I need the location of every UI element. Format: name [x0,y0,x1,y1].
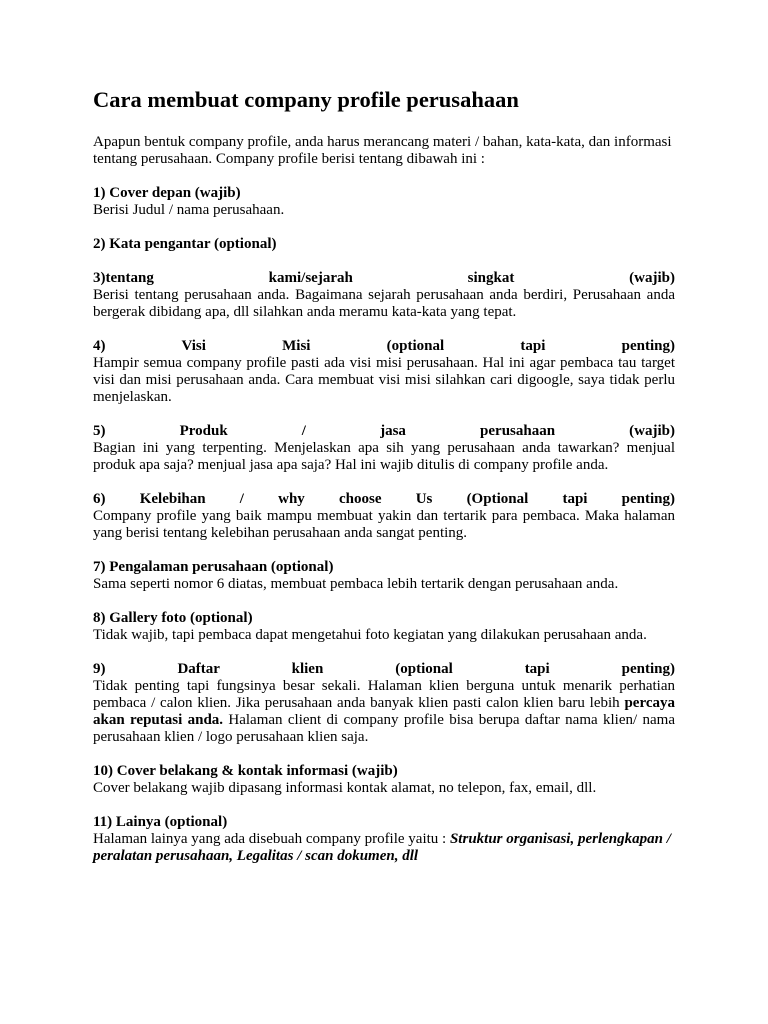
section-body: Bagian ini yang terpenting. Menjelaskan apa sih yang perusahaan anda tawarkan? menjual produk apa saja? menjual jasa apa saja? Hal ini wajib ditulis di company profile anda. [93,440,675,473]
section-heading: 1) Cover depan (wajib) [93,185,241,201]
section-heading: 6) Kelebihan / why choose Us (Optional tapi penting) [93,491,675,507]
section-kelebihan [93,491,675,542]
body-bold-text: percaya akan reputasi anda. [93,695,675,728]
section-tentang-kami [93,270,675,321]
section-heading: 8) Gallery foto (optional) [93,610,253,626]
section-body: Berisi Judul / nama perusahaan. [93,202,285,218]
section-heading: 4) Visi Misi (optional tapi penting) [93,338,675,354]
body-text: Halaman client di company profile bisa berupa daftar nama klien/ nama perusahaan klien / logo perusahaan klien saja. [93,712,675,745]
section-heading: 7) Pengalaman perusahaan (optional) [93,559,334,575]
section-heading: 2) Kata pengantar (optional) [93,236,277,252]
section-kata-pengantar [93,236,675,253]
section-heading: 5) Produk / jasa perusahaan (wajib) [93,423,675,439]
section-body: Cover belakang wajib dipasang informasi kontak alamat, no telepon, fax, email, dll. [93,780,597,796]
page-title: Cara membuat company profile perusahaan [93,87,519,112]
section-body [93,678,675,746]
body-text: Tidak penting tapi fungsinya besar sekali. Halaman klien berguna untuk menarik perhatian pembaca / calon klien. Jika perusahaan anda banyak klien pasti calon klien baru lebih [93,678,675,711]
section-body: Company profile yang baik mampu membuat yakin dan tertarik para pembaca. Maka halaman yang berisi tentang kelebihan perusahaan anda sangat penting. [93,508,675,541]
section-heading: 10) Cover belakang & kontak informasi (wajib) [93,763,398,779]
section-body [93,831,675,865]
body-emphasis-text: Struktur organisasi, perlengkapan / peralatan perusahaan, Legalitas / scan dokumen, dll [93,831,671,864]
section-heading: 11) Lainya (optional) [93,814,228,830]
section-cover-belakang [93,763,675,797]
intro-paragraph: Apapun bentuk company profile, anda harus merancang materi / bahan, kata-kata, dan informasi tentang perusahaan. Company profile berisi tentang dibawah ini : [93,134,672,167]
section-visi-misi [93,338,675,406]
section-body: Sama seperti nomor 6 diatas, membuat pembaca lebih tertarik dengan perusahaan anda. [93,576,619,592]
section-cover-depan [93,185,675,219]
section-heading: 9) Daftar klien (optional tapi penting) [93,661,675,677]
section-produk-jasa [93,423,675,474]
section-heading: 3)tentang kami/sejarah singkat (wajib) [93,270,675,286]
section-daftar-klien [93,661,675,746]
section-body: Tidak wajib, tapi pembaca dapat mengetahui foto kegiatan yang dilakukan perusahaan anda. [93,627,647,643]
section-lainya [93,814,675,865]
section-body: Berisi tentang perusahaan anda. Bagaimana sejarah perusahaan anda berdiri, Perusahaan anda bergerak dibidang apa, dll silahkan anda meramu kata-kata yang tepat. [93,287,675,320]
section-gallery-foto [93,610,675,644]
section-pengalaman [93,559,675,593]
section-body: Hampir semua company profile pasti ada visi misi perusahaan. Hal ini agar pembaca tau target visi dan misi perusahaan anda. Cara membuat visi misi silahkan cari digoogle, saya tidak perlu menjelaskan. [93,355,675,405]
body-text: Halaman lainya yang ada disebuah company profile yaitu : [93,831,450,847]
